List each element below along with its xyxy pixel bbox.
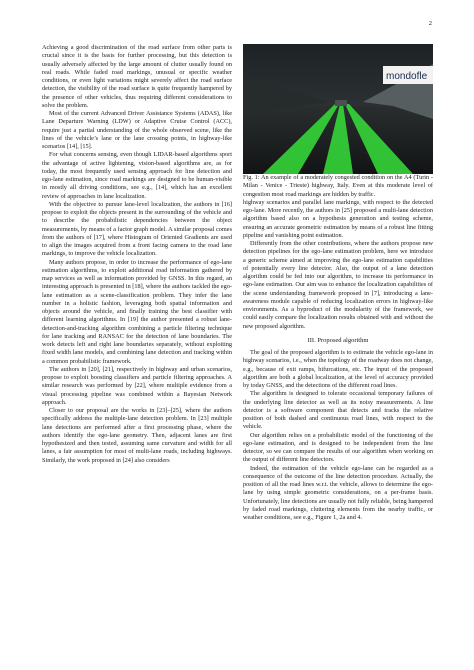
paragraph: Achieving a good discrimination of the road surface from other parts is crucial since it is the basis for further processing, but this detection is usually adversely affected by the large amount of clutter usually found on real roads. While faded road markings, unusual or specific weather conditions, or even light variations might severely affect the road surface detection, the visibility of the road surface is quite frequently hampered by the presence of other vehicles, thus requiring different considerations to solve the problem. [42,44,232,109]
paragraph: Many authors propose, in order to increase the performance of ego-lane estimation algorithms, to exploit additional road information gathered by map services as well as information provided by GNSS. In this regard, an interesting approach is presented in [18], where the authors tackled the ego-lane estimation as a scene-classification problem. They infer the lane number in a holistic fashion, leveraging both spatial information and objects around the vehicle, and finally training the best classifier with different learning algorithms. In [19] the author presented a robust lane-detection-and-tracking algorithm combining a particle filtering technique for lane tracking and RANSAC for the detection of lane boundaries. The work detects left and right lane boundaries separately, without exploiting fixed width lane models, and combining lane detection and tracking within a common probabilistic framework. [42,258,232,365]
left-column [42,44,232,465]
paragraph: Indeed, the estimation of the vehicle ego-lane can be regarded as a consequence of the outcome of the line detection procedure. Actually, the position of all the road lines w.r.t. the vehicle, allows to determine the ego-lane by using simple geometric considerations, on a per-frame basis. Unfortunately, line detections are usually not fully reliable, being hampered by faded road markings, cluttering elements from the nearby traffic, or weather conditions, see e.g., Figure 1, 2a and 4. [243,464,433,521]
figure-caption [243,174,433,199]
page-number: 2 [428,20,432,27]
paragraph: Closer to our proposal are the works in [23]–[25], where the authors specifically address the multiple-lane detection problem. In [23] multiple lane detections are performed after a first processing phase, where the authors identify the ego-lane geometry. Then, adjacent lanes are first hypothesized and then tested, assuming same curvature and width for all lanes, a fair assumption for most of multi-lane roads, including highways. Similarly, the work proposed in [24] also considers [42,407,232,464]
distant-vehicle [335,100,347,106]
figure-highway-photo [243,44,433,174]
paragraph: Differently from the other contributions, where the authors propose new detection pipelines for the ego-lane estimation problem, here we introduce a generic scheme aimed at improving the ego-lane estimation capabilities of potentially every line detector. Also, the output of a lane detection algorithm could be fed into our algorithm, to increase its performance in ego-lane estimation. Our aim was to enhance the localization capabilities of the scene understanding framework proposed in [7], introducing a lane-awareness module capable of reducing localization errors in highway-like environments. As a byproduct of the modularity of the framework, we could easily compare the localization results obtained with and without the new proposed algorithm. [243,240,433,330]
paragraph: highway scenarios and parallel lane markings, with respect to the detected ego-lane. More recently, the authors in [25] proposed a multi-lane detection algorithm based also on a hypothesis generation and testing scheme, ensuring an accurate geometric estimation by means of a robust line fitting pipeline and vanishing point estimation. [243,198,433,239]
right-column [243,44,433,522]
truck-sign-text: mondofle [386,71,428,82]
paragraph: With the objective to pursue lane-level localization, the authors in [16] propose to exploit the objects present in the surrounding of the vehicle and to describe the probabilistic dependencies between the object measurements, by means of a factor graph model. A similar proposal comes from the authors of [17], where Histogram of Oriented Gradients are used to align the images acquired from a front facing camera to the road lane markings, to improve the vehicle localization. [42,200,232,258]
caption-text: An example of a moderately congested condition on the A4 (Turin - Milan - Venice - Trieste) highway, Italy. Even at this moderate level of congestion most road markings are hidden by traffic. [243,174,434,198]
paragraph: For what concerns sensing, even though LIDAR-based algorithms sport the advantage of active lightening, vision-based algorithms are, as for today, the most frequently used sensing approach for line detection and ego-lane estimation, since road markings are designed to be human-visible in mostly all driving conditions, see e.g., [14], which has an excellent review of approaches in lane localization. [42,151,232,200]
paragraph: The authors in [20], [21], respectively in highway and urban scenarios, propose to exploit boosting classifiers and particle filtering approaches. A similar research was performed by [22], where multiple evidence from a visual processing pipeline was combined within a Bayesian Network approach. [42,365,232,406]
paragraph: The goal of the proposed algorithm is to estimate the vehicle ego-lane in highway scenarios, i.e., when the topology of the roadway does not change, e.g., because of exit ramps, bifurcations, etc. The input of the proposed algorithm are both a global localization, at the level of accuracy provided by today GNSS, and the detections of the different road lines. [243,349,433,389]
highway-illustration [243,44,433,174]
paragraph: Our algorithm relies on a probabilistic model of the functioning of the ego-lane estimation, and is designed to be independent from the line detector, so we can compare the results of our algorithm when working on the output of different line detectors. [243,431,433,464]
section-heading: III. Proposed algorithm [307,336,369,344]
caption-label: Fig. 1: [243,174,260,181]
paragraph: The algorithm is designed to tolerate occasional temporary failures of the underlying line detector as well as its noisy measurements. A line detector is a software component that detects and tracks the relative position of both dashed and continuous road lines, with respect to the vehicle. [243,390,433,431]
paragraph: Most of the current Advanced Driver Assistance Systems (ADAS), like Lane Departure Warning (LDW) or Adaptive Cruise Control (ACC), require just a partial understanding of the whole observed scene, like the lines of the vehicle’s lane or the lane crossing points, in highway-like scenarios [14], [15]. [42,110,232,150]
